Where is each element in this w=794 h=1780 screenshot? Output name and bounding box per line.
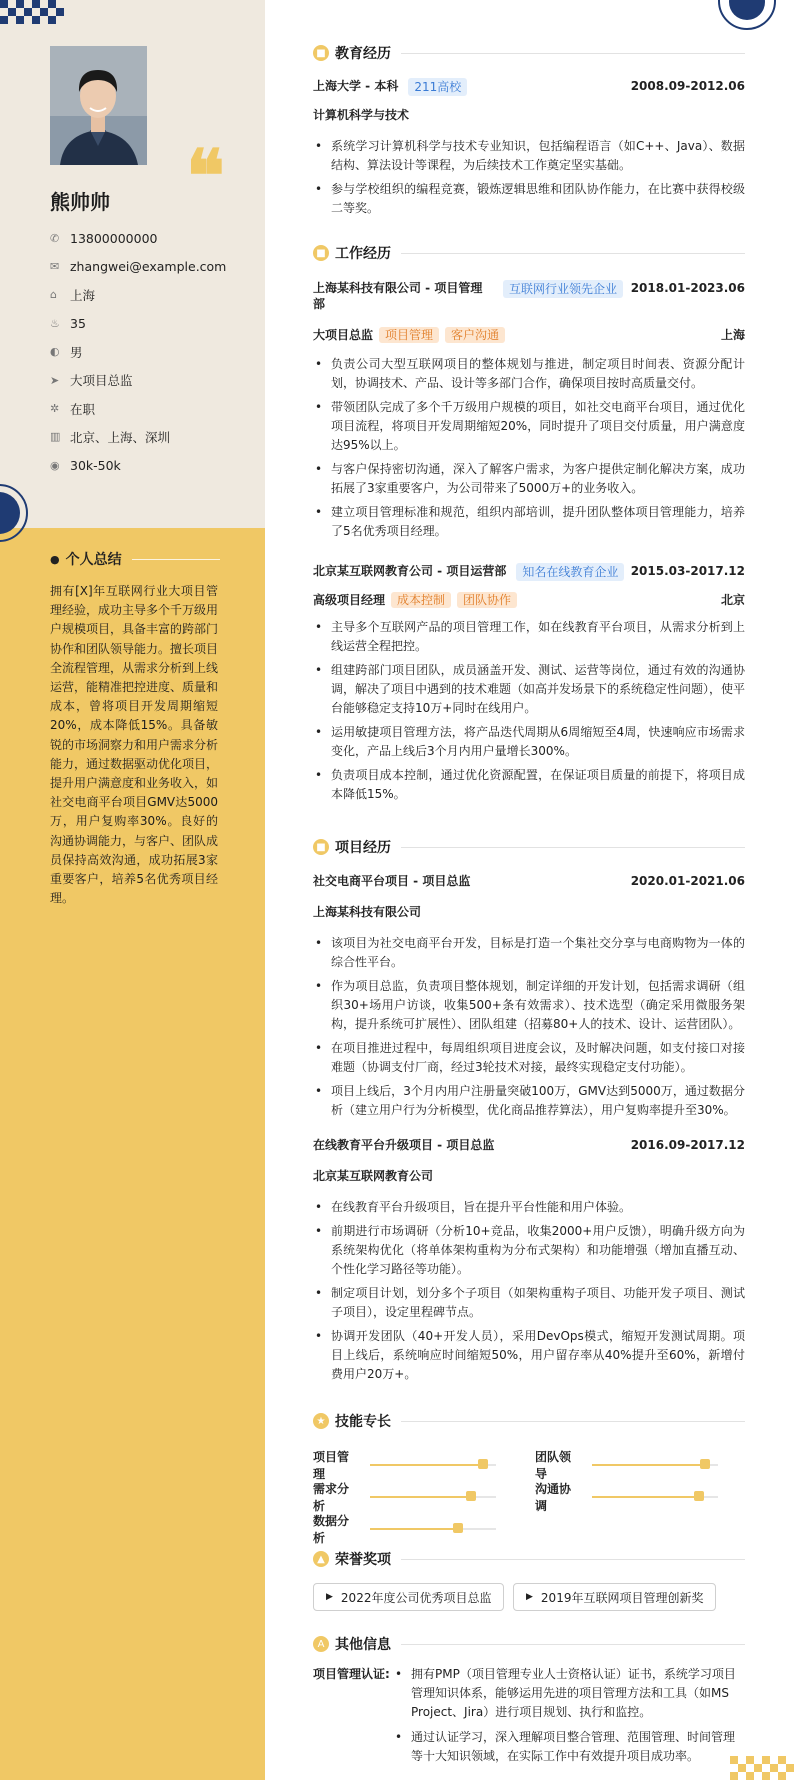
location-row — [50, 281, 250, 309]
list-item: • 带领团队完成了多个千万级用户规模的项目，如社交电商平台项目，通过优化项目流程，将项目开发周期缩短20%，同时提升了项目交付质量，用户满意度达95%以上。 — [313, 398, 745, 455]
project-name: 在线教育平台升级项目 - 项目总监 — [313, 1138, 495, 1152]
avatar-photo — [50, 46, 147, 165]
star-icon: ★ — [313, 1413, 329, 1429]
job-city: 上海 — [720, 328, 745, 342]
list-item: • 前期进行市场调研（分析10+竞品，收集2000+用户反馈），明确升级方向为系统架构优化（将单体架构重构为分布式架构）和功能增强（增加直播互动、个性化学习路径等功能）。 — [313, 1222, 745, 1279]
skills-title: 技能专长 — [335, 1414, 391, 1430]
divider — [401, 847, 745, 848]
work-heading — [313, 243, 745, 263]
cities-row — [50, 423, 250, 451]
summary-title: 个人总结 — [65, 552, 122, 568]
mail-icon: ✉ — [50, 260, 60, 274]
list-item: • 组建跨部门项目团队，成员涵盖开发、测试、运营等岗位，通过有效的沟通协调，解决了项目中遇到的技术难题（如高并发场景下的系统稳定性问题），使平台能够稳定支持10万+同时在线用户。 — [313, 661, 745, 718]
list-item: • 负责公司大型互联网项目的整体规划与推进，制定项目时间表、资源分配计划，协调技术、产品、设计等多部门合作，确保项目按时高质量交付。 — [313, 355, 745, 393]
job-tag: 知名在线教育企业 — [516, 563, 624, 581]
job-date: 2018.01-2023.06 — [630, 281, 745, 295]
status-row — [50, 394, 250, 422]
school-name: 上海大学 - 本科 — [313, 79, 399, 93]
project-name: 社交电商平台项目 - 项目总监 — [313, 874, 471, 888]
play-icon: ▶ — [326, 1592, 333, 1602]
email-row — [50, 252, 250, 280]
award-chip — [313, 1583, 504, 1611]
skill-name: 团队领导 — [535, 1450, 572, 1481]
other-title: 其他信息 — [335, 1637, 391, 1653]
gender-row — [50, 338, 250, 366]
job-role: 高级项目经理 — [313, 593, 386, 607]
list-item: • 参与学校组织的编程竞赛，锻炼逻辑思维和团队协作能力，在比赛中获得校级二等奖。 — [313, 180, 745, 218]
email-value: zhangwei@example.com — [70, 259, 227, 275]
work-title: 工作经历 — [335, 246, 391, 262]
project-block — [313, 873, 745, 1125]
education-date: 2008.09-2012.06 — [630, 79, 745, 93]
cake-icon: ♨ — [50, 316, 60, 330]
skill-bar — [370, 1464, 496, 1466]
send-icon: ➤ — [50, 373, 60, 387]
education-heading — [313, 43, 745, 63]
project-company: 北京某互联网教育公司 — [313, 1169, 434, 1183]
project-date: 2020.01-2021.06 — [630, 874, 745, 888]
other-block — [313, 1665, 745, 1772]
list-item: • 通过认证学习，深入理解项目整合管理、范围管理、时间管理等十大知识领域，在实际工作中有效提升项目成功率。 — [393, 1728, 745, 1766]
list-item: • 拥有PMP（项目管理专业人士资格认证）证书，系统学习项目管理知识体系，能够运用先进的项目管理方法和工具（如MS Project、Jira）进行项目规划、执行和监控。 — [393, 1665, 745, 1722]
skill-item — [313, 1512, 496, 1546]
skill-bar — [370, 1496, 496, 1498]
project-icon: ■ — [313, 839, 329, 855]
projects-heading — [313, 837, 745, 857]
skill-name: 数据分析 — [313, 1514, 350, 1545]
age-value: 35 — [70, 315, 86, 331]
divider — [401, 1559, 745, 1560]
job-skill-tag: 项目管理 — [379, 327, 439, 343]
summary-text: 拥有[X]年互联网行业大项目管理经验，成功主导多个千万级用户规模项目，具备丰富的跨部门协作和团队领导能力。擅长项目全流程管理，从需求分析到上线运营，能精准把控进度、质量和成本，曾将项目开发周期缩短20%，成本降低15%。具备敏锐的市场洞察力和用户需求分析能力，通过数据驱动优化项目，提升用户满意度和业务收入，如社交电商平台项目GMV达5000万，用户复购率30%。良好的沟通协调能力，与客户、团队成员保持高效沟通，成功拓展3家重要客户，培养5名优秀项目经理。 — [50, 584, 219, 906]
job-skill-tag: 成本控制 — [391, 592, 451, 608]
project-date: 2016.09-2017.12 — [630, 1138, 745, 1152]
coin-icon: ◉ — [50, 458, 60, 472]
summary-heading — [50, 549, 220, 569]
list-item: • 协调开发团队（40+开发人员），采用DevOps模式，缩短开发测试周期。项目上线后，系统响应时间缩短50%，用户留存率从40%提升至60%，新增付费用户20万+。 — [313, 1327, 745, 1384]
skill-name: 沟通协调 — [535, 1482, 572, 1513]
list-item: • 建立项目管理标准和规范，组织内部培训，提升团队整体项目管理能力，培养了5名优秀项目经理。 — [313, 503, 745, 541]
info-icon: A — [313, 1636, 329, 1652]
list-item: • 作为项目总监，负责项目整体规划，制定详细的开发计划，包括需求调研（组织30+场用户访谈，收集500+条有效需求）、技术选型（确定采用微服务架构，提升系统可扩展性）、团队组建（招募80+人的技术、设计、运营团队）。 — [313, 977, 745, 1034]
job-role: 大项目总监 — [313, 328, 374, 342]
divider — [401, 53, 745, 54]
project-company: 上海某科技有限公司 — [313, 905, 422, 919]
list-item: • 主导多个互联网产品的项目管理工作，如在线教育平台项目，从需求分析到上线运营全程把控。 — [313, 618, 745, 656]
list-item: • 运用敏捷项目管理方法，将产品迭代周期从6周缩短至4周，快速响应市场需求变化，产品上线后3个月内用户量增长300%。 — [313, 723, 745, 761]
skills-heading — [313, 1411, 745, 1431]
award-chip — [513, 1583, 716, 1611]
phone-icon: ✆ — [50, 231, 60, 245]
skill-item — [535, 1448, 718, 1482]
salary-value: 30k-50k — [70, 457, 121, 473]
gender-value: 男 — [70, 344, 83, 360]
trophy-icon: ▲ — [313, 1551, 329, 1567]
divider — [401, 253, 745, 254]
location-value: 上海 — [70, 287, 96, 303]
job-tag: 互联网行业领先企业 — [503, 280, 623, 298]
cities-value: 北京、上海、深圳 — [70, 429, 171, 445]
education-icon: ■ — [313, 45, 329, 61]
awards-heading — [313, 1549, 745, 1569]
briefcase-icon: ■ — [313, 245, 329, 261]
job-company: 北京某互联网教育公司 - 项目运营部 — [313, 564, 507, 578]
status-value: 在职 — [70, 401, 96, 417]
list-item: • 与客户保持密切沟通，深入了解客户需求，为客户提供定制化解决方案，成功拓展了3家重要客户，为公司带来了5000万+的业务收入。 — [313, 460, 745, 498]
settings-icon: ✲ — [50, 402, 60, 416]
list-item: • 该项目为社交电商平台开发，目标是打造一个集社交分享与电商购物为一体的综合性平台。 — [313, 934, 745, 972]
divider — [401, 1644, 745, 1645]
list-item: • 项目上线后，3个月内用户注册量突破100万，GMV达到5000万，通过数据分析（建立用户行为分析模型，优化商品推荐算法），用户复购率提升至30%。 — [313, 1082, 745, 1120]
skill-bar — [592, 1496, 718, 1498]
school-tag: 211高校 — [408, 78, 467, 96]
profile-name: 熊帅帅 — [50, 190, 110, 214]
skill-item — [535, 1480, 718, 1514]
divider — [401, 1421, 745, 1422]
list-item: • 制定项目计划，划分多个子项目（如架构重构子项目、功能开发子项目、测试子项目），设定里程碑节点。 — [313, 1284, 745, 1322]
list-item: • 系统学习计算机科学与技术专业知识，包括编程语言（如C++、Java）、数据结构、算法设计等课程，为后续技术工作奠定坚实基础。 — [313, 137, 745, 175]
quote-mark-icon: ❝ — [186, 133, 225, 218]
skill-name: 项目管理 — [313, 1450, 350, 1481]
building-icon: ▥ — [50, 430, 61, 444]
list-item: • 在项目推进过程中，每周组织项目进度会议，及时解决问题，如支付接口对接难题（协调支付厂商，经过3轮技术对接，最终实现稳定支付功能）。 — [313, 1039, 745, 1077]
target-row — [50, 366, 250, 394]
divider — [132, 559, 220, 560]
major: 计算机科学与技术 — [313, 108, 410, 122]
education-block — [313, 78, 745, 223]
skill-bar — [370, 1528, 496, 1530]
phone-value: 13800000000 — [70, 230, 158, 246]
award-label: 2019年互联网项目管理创新奖 — [540, 1590, 704, 1605]
target-value: 大项目总监 — [70, 373, 133, 389]
contact-info — [50, 224, 250, 480]
other-heading — [313, 1634, 745, 1654]
phone-row — [50, 224, 250, 252]
job-company: 上海某科技有限公司 - 项目管理部 — [313, 281, 483, 311]
list-item: • 在线教育平台升级项目，旨在提升平台性能和用户体验。 — [313, 1198, 745, 1217]
skill-item — [313, 1448, 496, 1482]
person-icon: ● — [50, 552, 60, 566]
projects-title: 项目经历 — [335, 840, 391, 856]
job-date: 2015.03-2017.12 — [630, 564, 745, 578]
gender-icon: ◐ — [50, 345, 60, 359]
skill-bar — [592, 1464, 718, 1466]
checker-decoration — [0, 0, 64, 24]
awards-title: 荣誉奖项 — [335, 1552, 391, 1568]
job-city: 北京 — [720, 593, 745, 607]
project-block — [313, 1137, 745, 1389]
job-block — [313, 563, 745, 809]
age-row — [50, 309, 250, 337]
award-label: 2022年度公司优秀项目总监 — [340, 1590, 492, 1605]
skill-item — [313, 1480, 496, 1514]
education-title: 教育经历 — [335, 46, 391, 62]
job-skill-tag: 团队协作 — [457, 592, 517, 608]
job-block — [313, 280, 745, 546]
list-item: • 负责项目成本控制，通过优化资源配置，在保证项目质量的前提下，将项目成本降低15%。 — [313, 766, 745, 804]
play-icon: ▶ — [526, 1592, 533, 1602]
job-skill-tag: 客户沟通 — [445, 327, 505, 343]
other-key: 项目管理认证: — [313, 1667, 390, 1681]
salary-row — [50, 451, 250, 479]
home-icon: ⌂ — [50, 288, 57, 302]
skill-name: 需求分析 — [313, 1482, 350, 1513]
